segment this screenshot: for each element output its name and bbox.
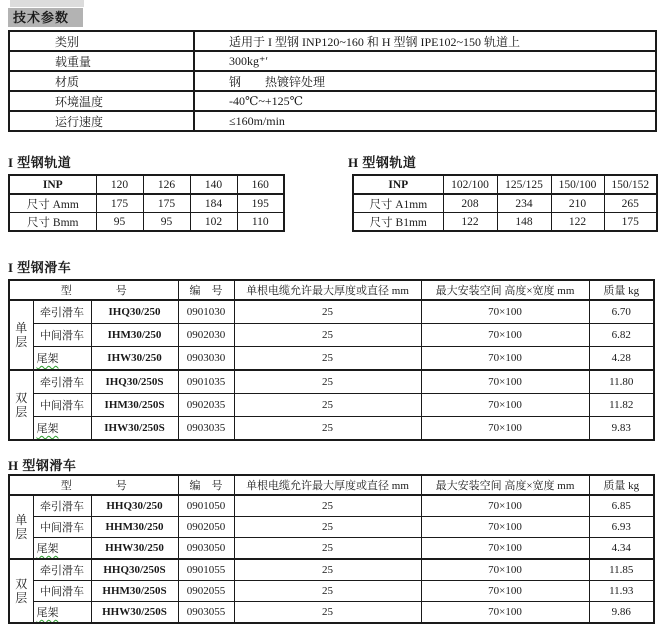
rail-col-header: 126: [143, 175, 190, 194]
table-row: [9, 602, 654, 624]
spec-value: 300kg⁺ʹ: [194, 51, 656, 71]
trolley-mass: 6.70: [589, 300, 654, 324]
trolley-mass: 4.34: [589, 538, 654, 560]
trolley-cable: 25: [234, 394, 421, 417]
trolley-type: 尾架: [36, 607, 59, 619]
rail-cell: 95: [96, 213, 143, 232]
spec-value: 钢 热镀锌处理: [194, 71, 656, 91]
trolley-space: 70×100: [421, 347, 589, 371]
rail-cell: 110: [237, 213, 284, 232]
table-row: [9, 91, 656, 111]
trolley-space: 70×100: [421, 324, 589, 347]
trolley-cable: 25: [234, 347, 421, 371]
trolley-type: 尾架: [36, 353, 59, 365]
spec-label: 载重量: [9, 51, 194, 71]
table-row: [9, 300, 654, 324]
rail-row-label: 尺寸 B1mm: [353, 213, 443, 232]
trolley-cable: 25: [234, 495, 421, 517]
cable-header: 单根电缆允许最大厚度或直径 mm: [234, 280, 421, 300]
rail-cell: 234: [497, 194, 551, 213]
table-header-row: [9, 475, 654, 495]
trolley-mass: 11.85: [589, 559, 654, 581]
trolley-model: HHW30/250: [91, 538, 178, 560]
trolley-space: 70×100: [421, 559, 589, 581]
rail-row-label: 尺寸 A1mm: [353, 194, 443, 213]
trolley-space: 70×100: [421, 370, 589, 394]
trolley-model: IHW30/250S: [91, 417, 178, 441]
trolley-mass: 11.93: [589, 581, 654, 602]
spec-label: 材质: [9, 71, 194, 91]
space-header: 最大安装空间 高度×宽度 mm: [421, 280, 589, 300]
group-label-single-layer: 单层: [9, 300, 33, 370]
trolley-space: 70×100: [421, 495, 589, 517]
code-header: 编 号: [178, 280, 234, 300]
trolley-cable: 25: [234, 602, 421, 624]
trolley-code: 0902035: [178, 394, 234, 417]
spec-label: 类别: [9, 31, 194, 51]
trolley-type: 牵引滑车: [33, 300, 91, 324]
trolley-type: 中间滑车: [33, 324, 91, 347]
table-row: [9, 394, 654, 417]
trolley-mass: 11.82: [589, 394, 654, 417]
i-beam-trolley-table: [8, 279, 655, 441]
trolley-model: HHW30/250S: [91, 602, 178, 624]
rail-cell: 148: [497, 213, 551, 232]
table-header-row: [9, 280, 654, 300]
trolley-space: 70×100: [421, 581, 589, 602]
rail-cell: 210: [551, 194, 604, 213]
spec-value: -40℃~+125℃: [194, 91, 656, 111]
trolley-cable: 25: [234, 324, 421, 347]
trolley-type: 中间滑车: [33, 394, 91, 417]
rail-cell: 195: [237, 194, 284, 213]
rail-cell: 122: [443, 213, 497, 232]
technical-parameters-table: [8, 30, 657, 132]
table-row: [9, 347, 654, 371]
trolley-model: HHM30/250: [91, 517, 178, 538]
table-row: [9, 370, 654, 394]
rail-corner-header: INP: [353, 175, 443, 194]
trolley-code: 0901030: [178, 300, 234, 324]
rail-col-header: 140: [190, 175, 237, 194]
trolley-code: 0901035: [178, 370, 234, 394]
spec-value: 适用于 I 型钢 INP120~160 和 H 型钢 IPE102~150 轨道上: [194, 31, 656, 51]
trolley-mass: 9.86: [589, 602, 654, 624]
table-row: [9, 324, 654, 347]
h-beam-rail-table: [352, 174, 658, 232]
rail-col-header: 150/152: [604, 175, 657, 194]
trolley-space: 70×100: [421, 300, 589, 324]
trolley-code: 0903055: [178, 602, 234, 624]
rail-cell: 184: [190, 194, 237, 213]
trolley-cable: 25: [234, 300, 421, 324]
trolley-mass: 6.85: [589, 495, 654, 517]
rail-cell: 265: [604, 194, 657, 213]
rail-cell: 208: [443, 194, 497, 213]
trolley-model: HHM30/250S: [91, 581, 178, 602]
rail-col-header: 125/125: [497, 175, 551, 194]
trolley-cable: 25: [234, 370, 421, 394]
space-header: 最大安装空间 高度×宽度 mm: [421, 475, 589, 495]
trolley-space: 70×100: [421, 417, 589, 441]
trolley-mass: 6.93: [589, 517, 654, 538]
trolley-cable: 25: [234, 538, 421, 560]
trolley-type: 尾架: [36, 543, 59, 555]
trolley-model: HHQ30/250S: [91, 559, 178, 581]
table-header-row: [9, 175, 284, 194]
table-row: [9, 111, 656, 131]
rail-cell: 175: [143, 194, 190, 213]
section-title-i-beam-rail: I 型钢轨道: [8, 155, 72, 170]
trolley-mass: 9.83: [589, 417, 654, 441]
trolley-type: 牵引滑车: [33, 370, 91, 394]
rail-cell: 95: [143, 213, 190, 232]
trolley-model: IHQ30/250S: [91, 370, 178, 394]
rail-cell: 122: [551, 213, 604, 232]
section-title-i-beam-trolley: I 型钢滑车: [8, 260, 72, 275]
trolley-cable: 25: [234, 559, 421, 581]
table-row: [353, 213, 657, 232]
code-header: 编 号: [178, 475, 234, 495]
mass-header: 质量 kg: [589, 475, 654, 495]
table-header-row: [353, 175, 657, 194]
rail-row-label: 尺寸 Amm: [9, 194, 96, 213]
table-row: [9, 71, 656, 91]
rail-row-label: 尺寸 Bmm: [9, 213, 96, 232]
mass-header: 质量 kg: [589, 280, 654, 300]
trolley-code: 0901050: [178, 495, 234, 517]
rail-col-header: 160: [237, 175, 284, 194]
trolley-code: 0902030: [178, 324, 234, 347]
trolley-type: 中间滑车: [33, 517, 91, 538]
cable-header: 单根电缆允许最大厚度或直径 mm: [234, 475, 421, 495]
trolley-space: 70×100: [421, 517, 589, 538]
rail-corner-header: INP: [9, 175, 96, 194]
group-label-double-layer: 双层: [9, 559, 33, 623]
rail-col-header: 120: [96, 175, 143, 194]
rail-cell: 175: [96, 194, 143, 213]
i-beam-rail-table: [8, 174, 285, 232]
rail-col-header: 150/100: [551, 175, 604, 194]
table-row: [353, 194, 657, 213]
trolley-code: 0903030: [178, 347, 234, 371]
group-label-single-layer: 单层: [9, 495, 33, 559]
trolley-cable: 25: [234, 517, 421, 538]
rail-cell: 175: [604, 213, 657, 232]
trolley-cable: 25: [234, 417, 421, 441]
trolley-space: 70×100: [421, 394, 589, 417]
group-label-double-layer: 双层: [9, 370, 33, 440]
table-row: [9, 581, 654, 602]
h-beam-trolley-table: [8, 474, 655, 624]
trolley-type: 牵引滑车: [33, 559, 91, 581]
trolley-space: 70×100: [421, 538, 589, 560]
trolley-model: IHQ30/250: [91, 300, 178, 324]
trolley-code: 0902050: [178, 517, 234, 538]
scan-artifact-strip: [10, 0, 84, 7]
table-row: [9, 559, 654, 581]
trolley-code: 0901055: [178, 559, 234, 581]
section-title-h-beam-trolley: H 型钢滑车: [8, 458, 77, 473]
trolley-code: 0903050: [178, 538, 234, 560]
table-row: [9, 31, 656, 51]
trolley-space: 70×100: [421, 602, 589, 624]
trolley-mass: 4.28: [589, 347, 654, 371]
trolley-code: 0902055: [178, 581, 234, 602]
trolley-model: IHM30/250: [91, 324, 178, 347]
trolley-mass: 11.80: [589, 370, 654, 394]
table-row: [9, 213, 284, 232]
trolley-mass: 6.82: [589, 324, 654, 347]
trolley-type: 中间滑车: [33, 581, 91, 602]
table-row: [9, 51, 656, 71]
spec-label: 环境温度: [9, 91, 194, 111]
spec-value: ≤160m/min: [194, 111, 656, 131]
table-row: [9, 538, 654, 560]
section-heading-technical-parameters: 技术参数: [8, 8, 83, 27]
trolley-cable: 25: [234, 581, 421, 602]
trolley-model: HHQ30/250: [91, 495, 178, 517]
rail-col-header: 102/100: [443, 175, 497, 194]
section-title-h-beam-rail: H 型钢轨道: [348, 155, 417, 170]
rail-cell: 102: [190, 213, 237, 232]
trolley-code: 0903035: [178, 417, 234, 441]
trolley-type: 牵引滑车: [33, 495, 91, 517]
spec-label: 运行速度: [9, 111, 194, 131]
model-header: 型 号: [9, 475, 178, 495]
trolley-model: IHW30/250: [91, 347, 178, 371]
model-header: 型 号: [9, 280, 178, 300]
trolley-model: IHM30/250S: [91, 394, 178, 417]
table-row: [9, 495, 654, 517]
table-row: [9, 194, 284, 213]
trolley-type: 尾架: [36, 423, 59, 435]
table-row: [9, 517, 654, 538]
table-row: [9, 417, 654, 441]
